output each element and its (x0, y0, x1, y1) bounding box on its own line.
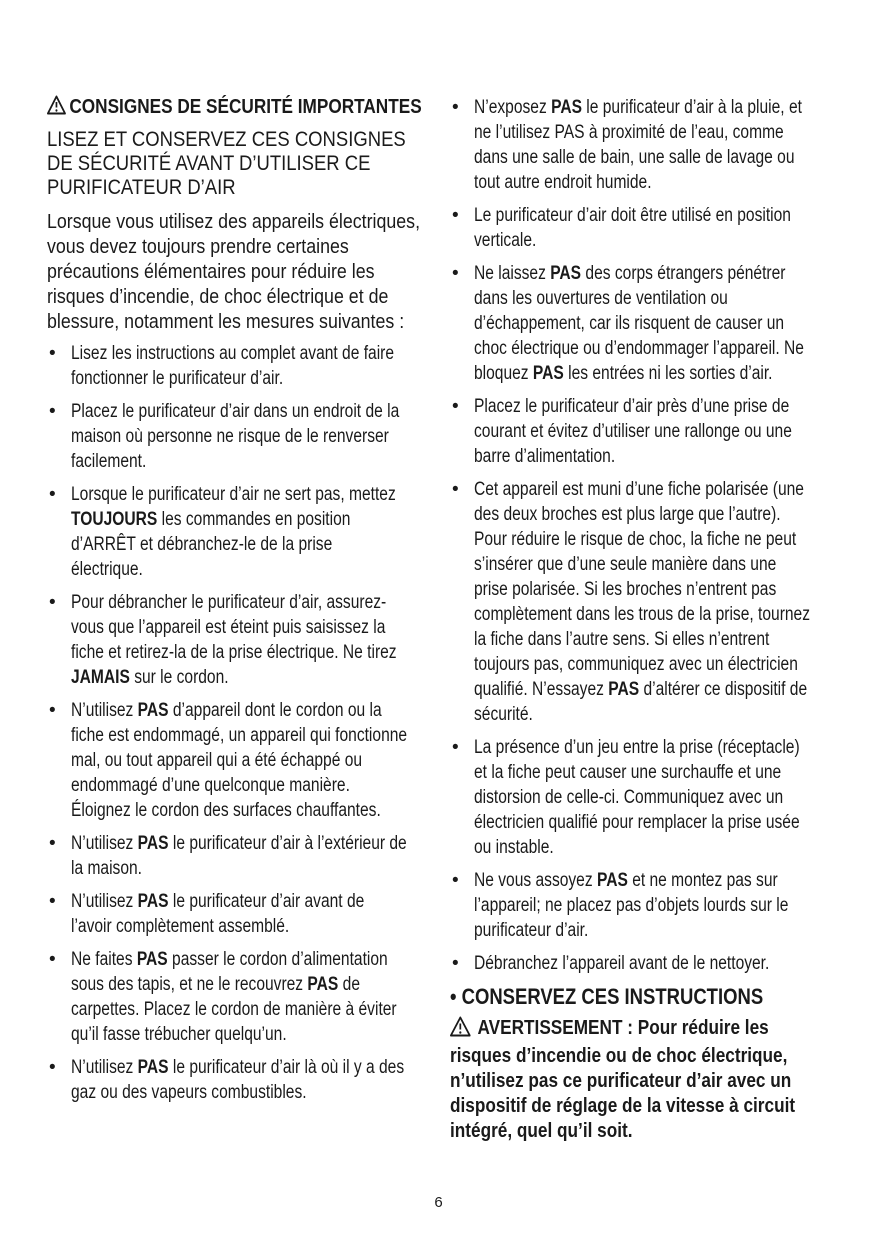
list-item (450, 868, 835, 943)
list-item (47, 1055, 432, 1105)
emphasis: PAS (551, 97, 582, 118)
list-item-text: Lorsque le purificateur d’air ne sert pas, mettez TOUJOURS les commandes en position d’ARRÊT et débranchez-le de la prise électrique. (71, 484, 396, 580)
list-item (450, 477, 835, 727)
list-item (47, 590, 432, 690)
emphasis: PAS (137, 891, 169, 912)
bullet-marker: • (452, 205, 459, 226)
list-item-text: Lisez les instructions au complet avant de faire fonctionner le purificateur d’air. (71, 343, 395, 389)
bullet-marker: • (452, 97, 459, 118)
list-item-text: Placez le purificateur d’air près d’une prise de courant et évitez d’utiliser une rallonge ou une barre d’alimentation. (474, 396, 792, 467)
list-item-text: Le purificateur d’air doit être utilisé en position verticale. (474, 205, 791, 251)
list-item (450, 394, 835, 469)
warning-paragraph (450, 1016, 828, 1144)
safety-title-text: CONSIGNES DE SÉCURITÉ IMPORTANTES (69, 96, 422, 118)
bullet-marker: • (452, 479, 459, 500)
conserve-instructions-heading: • CONSERVEZ CES INSTRUCTIONS (450, 984, 764, 1009)
emphasis: TOUJOURS (71, 509, 158, 530)
right-instruction-list (450, 95, 835, 976)
list-item-text: Ne vous assoyez PAS et ne montez pas sur l’appareil; ne placez pas d’objets lourds sur le purificateur d’air. (474, 870, 789, 941)
list-item (450, 735, 835, 860)
list-item (47, 482, 432, 582)
list-item (450, 95, 835, 195)
left-column (47, 95, 432, 1113)
bullet-marker: • (49, 343, 56, 364)
list-item (450, 951, 835, 976)
right-column (450, 95, 835, 1144)
emphasis: PAS (608, 679, 640, 700)
safety-subtitle: LISEZ ET CONSERVEZ CES CONSIGNES DE SÉCURITÉ AVANT D’UTILISER CE PURIFICATEUR D’AIR (47, 128, 406, 199)
bullet-marker: • (49, 1057, 56, 1078)
list-item-text: Cet appareil est muni d’une fiche polarisée (une des deux broches est plus large que l’autre). Pour réduire le risque de choc, la fiche ne peut s’insérer que d’une seule manière dans une prise polarisée. Si les broches n’entrent pas complètement dans les trous de la prise, tournez la fiche dans l’autre sens. Si elles n’entrent toujours pas, communiquez avec un électricien qualifié. N’essayez PAS d’altérer ce dispositif de sécurité. (474, 479, 811, 725)
list-item (450, 261, 835, 386)
warning-text: AVERTISSEMENT : Pour réduire les risques d’incendie ou de choc électrique, n’utilisez pas ce purificateur d’air avec un dispositif de réglage de la vitesse à circuit intégré, quel qu’il soit. (450, 1017, 796, 1142)
list-item-text: Ne faites PAS passer le cordon d’alimentation sous des tapis, et ne le recouvrez PAS de carpettes. Placez le cordon de manière à éviter qu’il fasse trébucher quelqu’un. (71, 949, 397, 1045)
list-item-text: N’exposez PAS le purificateur d’air à la pluie, et ne l’utilisez PAS à proximité de l’eau, comme dans une salle de bain, une salle de lavage ou tout autre endroit humide. (474, 97, 802, 193)
emphasis: PAS (532, 363, 564, 384)
bullet-marker: • (49, 949, 56, 970)
emphasis: PAS (307, 974, 339, 995)
emphasis: PAS (596, 870, 628, 891)
list-item-text: La présence d’un jeu entre la prise (réceptacle) et la fiche peut causer une surchauffe et une distorsion de celle-ci. Communiquez avec un électricien qualifié pour remplacer la prise usée ou instable. (474, 737, 800, 858)
list-item (47, 399, 432, 474)
intro-paragraph: Lorsque vous utilisez des appareils électriques, vous devez toujours prendre certaines précautions élémentaires pour réduire les risques d’incendie, de choc électrique et de blessure, notamment les mesures suivantes : (47, 211, 421, 333)
bullet-marker: • (452, 870, 459, 891)
emphasis: JAMAIS (71, 667, 130, 688)
bullet-marker: • (452, 953, 459, 974)
list-item-text: N’utilisez PAS le purificateur d’air avant de l’avoir complètement assemblé. (71, 891, 365, 937)
page-number: 6 (434, 1194, 443, 1211)
bullet-marker: • (49, 833, 56, 854)
list-item-text: N’utilisez PAS le purificateur d’air là où il y a des gaz ou des vapeurs combustibles. (71, 1057, 405, 1103)
safety-title (47, 95, 425, 120)
list-item-text: Débranchez l’appareil avant de le nettoyer. (474, 953, 770, 974)
list-item (450, 203, 835, 253)
emphasis: PAS (137, 700, 169, 721)
list-item (47, 831, 432, 881)
left-instruction-list (47, 341, 432, 1105)
list-item-text: Pour débrancher le purificateur d’air, assurez-vous que l’appareil est éteint puis saisissez la fiche et retirez-la de la prise électrique. Ne tirez JAMAIS sur le cordon. (71, 592, 397, 688)
warning-triangle-icon (450, 1016, 471, 1044)
list-item-text: Placez le purificateur d’air dans un endroit de la maison où personne ne risque de le renverser facilement. (71, 401, 400, 472)
emphasis: PAS (136, 949, 168, 970)
list-item (47, 889, 432, 939)
bullet-marker: • (452, 263, 459, 284)
list-item (47, 698, 432, 823)
emphasis: PAS (137, 833, 169, 854)
bullet-marker: • (49, 891, 56, 912)
bullet-marker: • (49, 401, 56, 422)
emphasis: PAS (550, 263, 582, 284)
emphasis: PAS (137, 1057, 169, 1078)
list-item-text: N’utilisez PAS le purificateur d’air à l’extérieur de la maison. (71, 833, 407, 879)
list-item (47, 341, 432, 391)
warning-triangle-icon (47, 95, 66, 120)
list-item (47, 947, 432, 1047)
bullet-marker: • (49, 484, 56, 505)
bullet-marker: • (452, 396, 459, 417)
list-item-text: N’utilisez PAS d’appareil dont le cordon ou la fiche est endommagé, un appareil qui fonctionne mal, ou tout appareil qui a été échappé ou endommagé d’une quelconque manière. Éloignez le cordon des surfaces chauffantes. (71, 700, 408, 821)
bullet-marker: • (49, 700, 56, 721)
bullet-marker: • (452, 737, 459, 758)
bullet-marker: • (49, 592, 56, 613)
list-item-text: Ne laissez PAS des corps étrangers pénétrer dans les ouvertures de ventilation ou d’échappement, car ils risquent de causer un choc électrique ou d’endommager l’appareil. Ne bloquez PAS les entrées ni les sorties d’air. (474, 263, 804, 384)
